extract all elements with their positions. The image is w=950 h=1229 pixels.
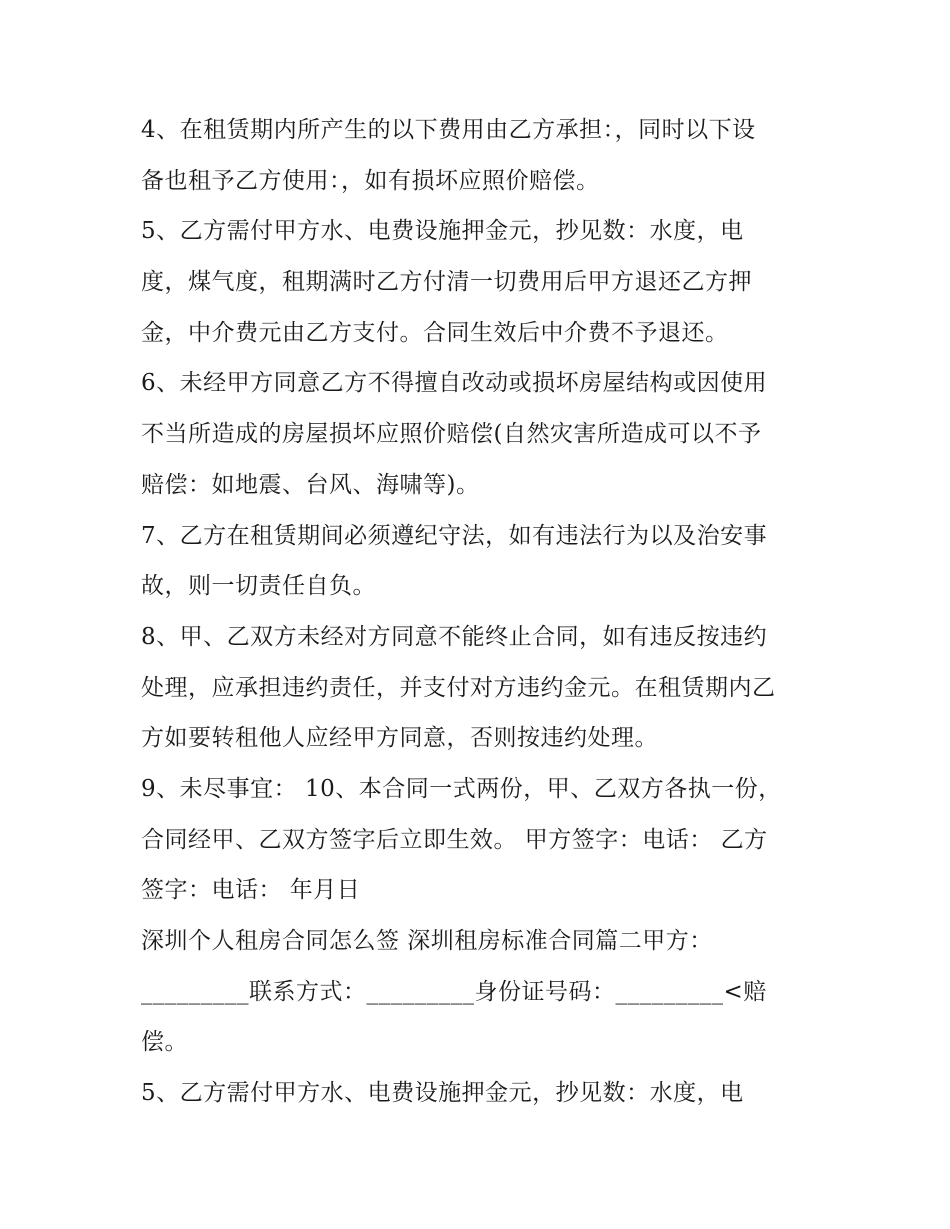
text-line: 签字：电话： 年月日: [141, 877, 361, 903]
text-line: 5、乙方需付甲方水、电费设施押金元，抄见数：水度，电: [141, 1080, 744, 1106]
text-line: 8、甲、乙双方未经对方同意不能终止合同，如有违反按违约: [141, 624, 768, 650]
text-line: 6、未经甲方同意乙方不得擅自改动或损坏房屋结构或因使用: [141, 370, 768, 396]
text-line: 备也租予乙方使用：，如有损坏应照价赔偿。: [141, 168, 600, 194]
text-line: 9、未尽事宜： 10、本合同一式两份，甲、乙双方各执一份，: [141, 776, 782, 802]
text-line: 金，中介费元由乙方支付。合同生效后中介费不予退还。: [141, 320, 729, 346]
text-line: 5、乙方需付甲方水、电费设施押金元，抄见数：水度，电: [141, 218, 744, 244]
text-line: 处理，应承担违约责任，并支付对方违约金元。在租赁期内乙: [141, 675, 776, 701]
text-line: _________联系方式：_________身份证号码：_________<赔: [141, 979, 767, 1005]
text-line: 度，煤气度，租期满时乙方付清一切费用后甲方退还乙方押: [141, 269, 752, 295]
text-line: 不当所造成的房屋损坏应照价赔偿(自然灾害所造成可以不予: [141, 421, 762, 447]
text-line: 偿。: [141, 1029, 188, 1055]
text-line: 合同经甲、乙双方签字后立即生效。 甲方签字：电话： 乙方: [141, 827, 768, 853]
text-line: 7、乙方在租赁期间必须遵纪守法，如有违法行为以及治安事: [141, 523, 768, 549]
text-line: 4、在租赁期内所产生的以下费用由乙方承担：，同时以下设: [141, 117, 756, 143]
text-line: 深圳个人租房合同怎么签 深圳租房标准合同篇二甲方：: [141, 928, 713, 954]
text-line: 方如要转租他人应经甲方同意，否则按违约处理。: [141, 725, 658, 751]
text-line: 赔偿：如地震、台风、海啸等)。: [141, 472, 480, 498]
text-line: 故，则一切责任自负。: [141, 573, 376, 599]
